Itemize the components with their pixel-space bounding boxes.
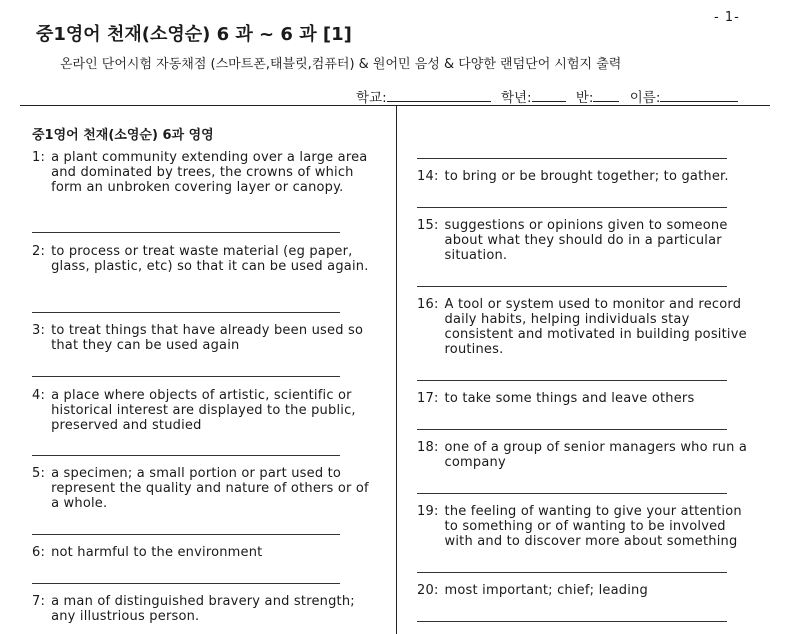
header-divider [20, 105, 770, 106]
worksheet-subtitle: 온라인 단어시험 자동채점 (스마트폰,태블릿,컴퓨터) & 원어민 음성 & 다양한 랜덤단어 시험지 출력 [60, 57, 622, 72]
student-info-line [356, 86, 738, 106]
answer-line[interactable] [417, 158, 727, 159]
question-number: 18: [417, 440, 439, 455]
question-definition: a man of distinguished bravery and strength; any illustrious person. [51, 594, 355, 624]
answer-line[interactable] [32, 232, 340, 233]
question-definition: the feeling of wanting to give your attention to something or of wanting to be involved with and to discover more about something [444, 504, 742, 549]
answer-line[interactable] [32, 583, 340, 584]
question-item [417, 169, 757, 184]
question-number: 15: [417, 218, 439, 233]
class-blank[interactable] [593, 87, 619, 102]
question-number: 14: [417, 169, 439, 184]
name-blank[interactable] [660, 87, 738, 102]
question-definition: to bring or be brought together; to gather. [444, 169, 729, 184]
question-definition: not harmful to the environment [51, 545, 263, 560]
question-item [32, 388, 377, 433]
question-item [32, 244, 377, 274]
worksheet-title: 중1영어 천재(소영순) 6 과 ~ 6 과 [1] [36, 24, 352, 45]
question-item [417, 391, 757, 406]
answer-line[interactable] [417, 429, 727, 430]
grade-label: 학년: [500, 90, 532, 106]
grade-blank[interactable] [532, 87, 566, 102]
question-definition: to process or treat waste material (eg paper, glass, plastic, etc) so that it can be used again. [51, 244, 369, 274]
answer-line[interactable] [32, 376, 340, 377]
school-label: 학교: [356, 90, 387, 106]
question-number: 4: [32, 388, 46, 403]
question-item [32, 545, 377, 560]
question-number: 2: [32, 244, 46, 259]
question-item [417, 583, 757, 598]
question-number: 20: [417, 583, 439, 598]
page-number: - 1- [714, 10, 740, 25]
answer-line[interactable] [417, 572, 727, 573]
question-number: 1: [32, 150, 46, 165]
question-definition: one of a group of senior managers who run a company [444, 440, 748, 470]
answer-line[interactable] [417, 286, 727, 287]
name-label: 이름: [629, 90, 661, 106]
question-item [417, 504, 757, 549]
question-item [417, 297, 757, 357]
section-title: 중1영어 천재(소영순) 6과 영영 [32, 128, 214, 143]
question-item [417, 440, 757, 470]
question-number: 17: [417, 391, 439, 406]
question-item [32, 150, 377, 195]
question-number: 19: [417, 504, 439, 519]
question-definition: a plant community extending over a large area and dominated by trees, the crowns of which form an unbroken covering layer or canopy. [51, 150, 368, 195]
answer-line[interactable] [417, 207, 727, 208]
question-definition: A tool or system used to monitor and record daily habits, helping individuals stay consistent and motivated in building positive routines. [444, 297, 747, 357]
answer-line[interactable] [417, 380, 727, 381]
question-number: 5: [32, 466, 46, 481]
answer-line[interactable] [32, 455, 340, 456]
class-label: 반: [575, 90, 594, 106]
question-item [32, 466, 377, 511]
answer-line[interactable] [32, 534, 340, 535]
question-number: 6: [32, 545, 46, 560]
question-definition: most important; chief; leading [444, 583, 648, 598]
question-number: 7: [32, 594, 46, 609]
question-definition: a place where objects of artistic, scientific or historical interest are displayed to the public, preserved and studied [51, 388, 356, 433]
question-definition: suggestions or opinions given to someone about what they should do in a particular situation. [444, 218, 728, 263]
answer-line[interactable] [417, 621, 727, 622]
question-definition: to treat things that have already been used so that they can be used again [51, 323, 364, 353]
question-definition: a specimen; a small portion or part used to represent the quality and nature of others or of a whole. [51, 466, 369, 511]
answer-line[interactable] [32, 312, 340, 313]
question-item [32, 594, 377, 624]
question-number: 16: [417, 297, 439, 312]
answer-line[interactable] [417, 493, 727, 494]
column-divider [396, 106, 397, 634]
question-definition: to take some things and leave others [444, 391, 695, 406]
question-number: 3: [32, 323, 46, 338]
school-blank[interactable] [387, 87, 491, 102]
question-item [32, 323, 377, 353]
question-item [417, 218, 757, 263]
